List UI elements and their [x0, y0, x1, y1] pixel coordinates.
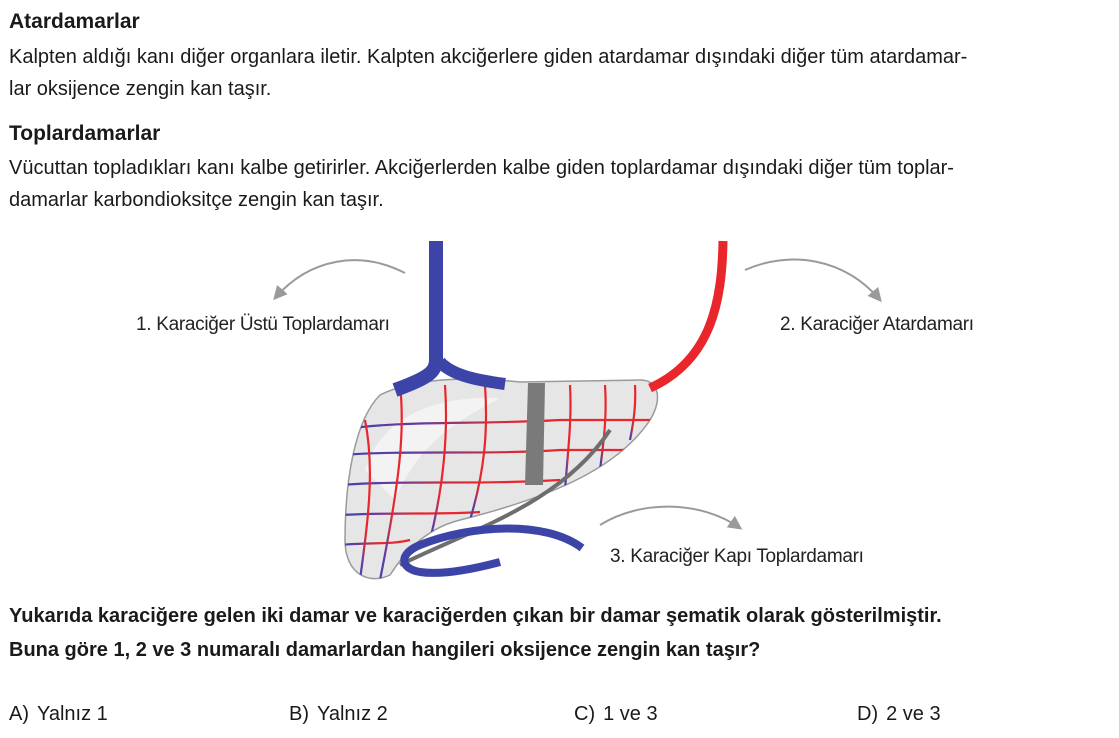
- curved-arrow-2: [745, 260, 880, 300]
- arteries-text-line-1: Kalpten aldığı kanı diğer organlara iletir. Kalpten akciğerlere giden atardamar dışındaki diğer tüm atardamar-: [9, 46, 968, 68]
- section-title-veins: Toplardamarlar: [9, 122, 161, 145]
- hepatic-vein: [395, 241, 436, 390]
- option-a[interactable]: [9, 701, 108, 727]
- option-d-key: D): [857, 703, 879, 725]
- option-a-text: Yalnız 1: [37, 703, 108, 725]
- question-line-2: Buna göre 1, 2 ve 3 numaralı damarlardan hangileri oksijence zengin kan taşır?: [9, 639, 761, 661]
- option-c-key: C): [574, 703, 596, 725]
- label-portal-vein: 3. Karaciğer Kapı Toplardamarı: [610, 546, 864, 567]
- hepatic-artery: [650, 241, 723, 388]
- label-hepatic-artery: 2. Karaciğer Atardamarı: [780, 314, 974, 335]
- liver-illustration: [0, 228, 1119, 588]
- section-title-arteries: Atardamarlar: [9, 10, 140, 33]
- option-d[interactable]: [857, 701, 941, 727]
- liver-vessel-diagram: [0, 228, 1119, 588]
- gallbladder-band: [525, 383, 545, 485]
- veins-text-line-2: damarlar karbondioksitçe zengin kan taşır.: [9, 189, 384, 211]
- curved-arrow-3: [600, 507, 740, 528]
- option-b-key: B): [289, 703, 309, 725]
- arteries-text-line-2: lar oksijence zengin kan taşır.: [9, 78, 272, 100]
- option-b[interactable]: [289, 701, 388, 727]
- option-a-key: A): [9, 703, 29, 725]
- curved-arrow-1: [275, 260, 405, 298]
- option-d-text: 2 ve 3: [886, 703, 941, 725]
- veins-text-line-1: Vücuttan topladıkları kanı kalbe getirirler. Akciğerlerden kalbe giden toplardamar dışındaki diğer tüm toplar-: [9, 157, 954, 179]
- label-hepatic-vein: 1. Karaciğer Üstü Toplardamarı: [136, 314, 390, 335]
- option-c[interactable]: [574, 701, 658, 727]
- question-line-1: Yukarıda karaciğere gelen iki damar ve karaciğerden çıkan bir damar şematik olarak gösterilmiştir.: [9, 605, 942, 627]
- option-b-text: Yalnız 2: [317, 703, 388, 725]
- option-c-text: 1 ve 3: [603, 703, 658, 725]
